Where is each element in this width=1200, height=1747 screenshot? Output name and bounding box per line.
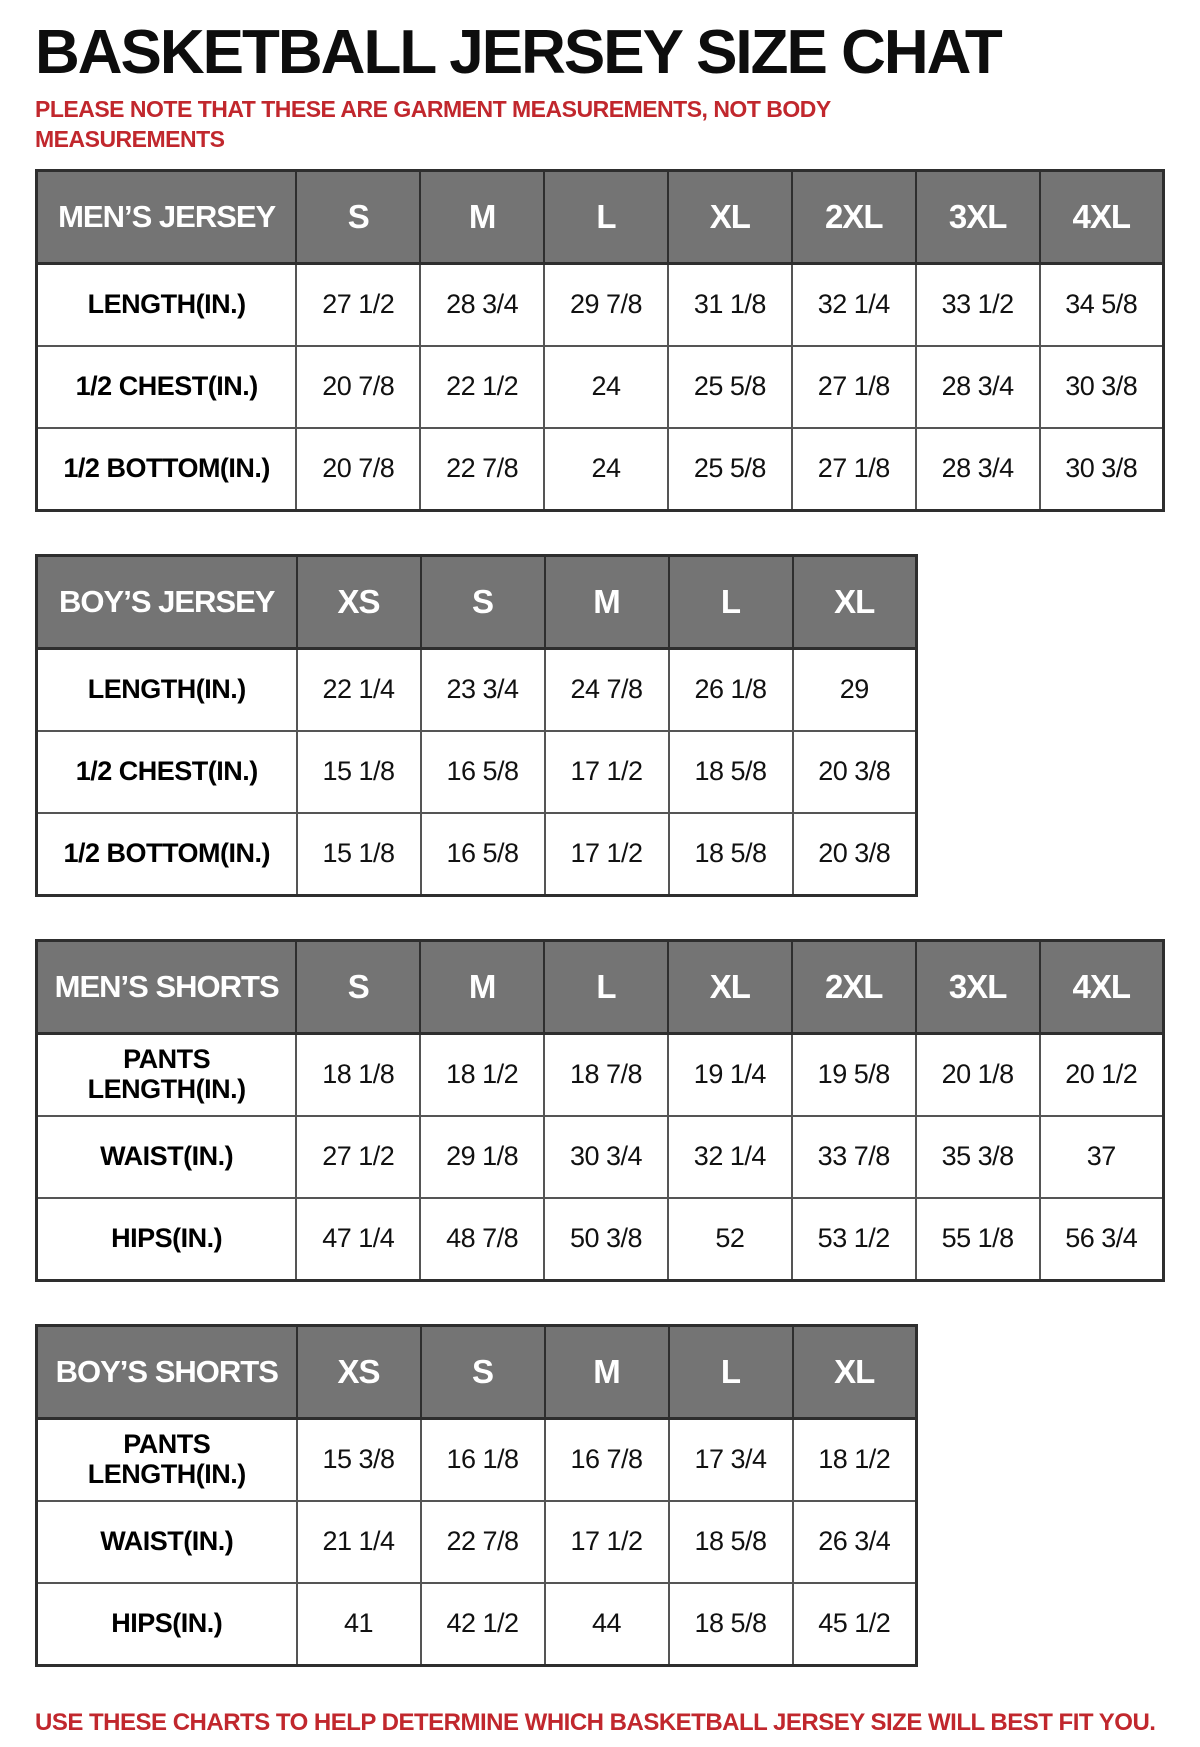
table-row — [37, 813, 917, 896]
boys-jersey-title-cell: BOY’S JERSEY — [37, 555, 297, 648]
value-cell: 34 5/8 — [1040, 263, 1164, 346]
value-cell: 19 5/8 — [792, 1033, 916, 1116]
table-row — [37, 1583, 917, 1666]
value-cell: 16 7/8 — [545, 1418, 669, 1501]
size-header-cell: XL — [668, 170, 792, 263]
value-cell: 56 3/4 — [1040, 1198, 1164, 1281]
size-header-cell: S — [296, 940, 420, 1033]
value-cell: 18 1/8 — [296, 1033, 420, 1116]
table-row — [37, 731, 917, 813]
size-header-cell: 3XL — [916, 940, 1040, 1033]
size-header-cell: XL — [793, 555, 917, 648]
size-header-cell: M — [420, 170, 544, 263]
value-cell: 18 1/2 — [793, 1418, 917, 1501]
size-header-cell: XL — [793, 1325, 917, 1418]
size-header-cell: L — [669, 1325, 793, 1418]
value-cell: 20 3/8 — [793, 731, 917, 813]
value-cell: 30 3/8 — [1040, 346, 1164, 428]
size-header-cell: L — [544, 170, 668, 263]
value-cell: 15 3/8 — [297, 1418, 421, 1501]
table-row — [37, 648, 917, 731]
mens-shorts-table — [35, 939, 1165, 1282]
value-cell: 28 3/4 — [916, 428, 1040, 511]
table-row — [37, 263, 1164, 346]
row-label-cell: PANTS LENGTH(IN.) — [37, 1418, 297, 1501]
value-cell: 15 1/8 — [297, 813, 421, 896]
value-cell: 21 1/4 — [297, 1501, 421, 1583]
row-label-cell: 1/2 BOTTOM(IN.) — [37, 813, 297, 896]
size-header-cell: 2XL — [792, 170, 916, 263]
mens-shorts-title-cell: MEN’S SHORTS — [37, 940, 297, 1033]
row-label-cell: HIPS(IN.) — [37, 1198, 297, 1281]
value-cell: 28 3/4 — [916, 346, 1040, 428]
value-cell: 16 5/8 — [421, 813, 545, 896]
footer-note: USE THESE CHARTS TO HELP DETERMINE WHICH BASKETBALL JERSEY SIZE WILL BEST FIT YOU. — [35, 1708, 1156, 1736]
value-cell: 18 5/8 — [669, 731, 793, 813]
boys-jersey-table — [35, 554, 918, 897]
row-label-cell: 1/2 BOTTOM(IN.) — [37, 428, 297, 511]
value-cell: 22 1/4 — [297, 648, 421, 731]
value-cell: 29 — [793, 648, 917, 731]
note-line-1: PLEASE NOTE THAT THESE ARE GARMENT MEASUREMENTS, NOT BODY — [35, 96, 831, 123]
table-row — [37, 1033, 1164, 1116]
size-header-cell: L — [544, 940, 668, 1033]
value-cell: 18 5/8 — [669, 1501, 793, 1583]
value-cell: 20 1/8 — [916, 1033, 1040, 1116]
size-header-cell: M — [545, 1325, 669, 1418]
size-header-cell: S — [421, 555, 545, 648]
mens-jersey-header-row — [37, 170, 1164, 263]
value-cell: 18 5/8 — [669, 1583, 793, 1666]
value-cell: 26 3/4 — [793, 1501, 917, 1583]
value-cell: 31 1/8 — [668, 263, 792, 346]
boys-shorts-table — [35, 1324, 918, 1667]
value-cell: 27 1/2 — [296, 263, 420, 346]
value-cell: 33 1/2 — [916, 263, 1040, 346]
value-cell: 18 1/2 — [420, 1033, 544, 1116]
value-cell: 45 1/2 — [793, 1583, 917, 1666]
value-cell: 17 3/4 — [669, 1418, 793, 1501]
size-header-cell: 4XL — [1040, 170, 1164, 263]
size-header-cell: XL — [668, 940, 792, 1033]
size-header-cell: M — [420, 940, 544, 1033]
value-cell: 27 1/8 — [792, 346, 916, 428]
value-cell: 37 — [1040, 1116, 1164, 1198]
size-header-cell: 3XL — [916, 170, 1040, 263]
mens-jersey-title-cell: MEN’S JERSEY — [37, 170, 297, 263]
row-label-cell: PANTS LENGTH(IN.) — [37, 1033, 297, 1116]
value-cell: 27 1/8 — [792, 428, 916, 511]
value-cell: 52 — [668, 1198, 792, 1281]
page-title: BASKETBALL JERSEY SIZE CHAT — [35, 18, 1001, 87]
value-cell: 19 1/4 — [668, 1033, 792, 1116]
value-cell: 30 3/4 — [544, 1116, 668, 1198]
value-cell: 22 7/8 — [421, 1501, 545, 1583]
size-header-cell: M — [545, 555, 669, 648]
value-cell: 47 1/4 — [296, 1198, 420, 1281]
row-label-cell: LENGTH(IN.) — [37, 648, 297, 731]
value-cell: 53 1/2 — [792, 1198, 916, 1281]
value-cell: 28 3/4 — [420, 263, 544, 346]
size-header-cell: S — [421, 1325, 545, 1418]
size-header-cell: XS — [297, 1325, 421, 1418]
row-label-cell: LENGTH(IN.) — [37, 263, 297, 346]
value-cell: 17 1/2 — [545, 1501, 669, 1583]
value-cell: 35 3/8 — [916, 1116, 1040, 1198]
value-cell: 24 — [544, 346, 668, 428]
value-cell: 24 — [544, 428, 668, 511]
note-line-2: MEASUREMENTS — [35, 125, 225, 152]
value-cell: 22 7/8 — [420, 428, 544, 511]
table-row — [37, 1116, 1164, 1198]
value-cell: 16 1/8 — [421, 1418, 545, 1501]
size-tables-container — [35, 169, 1165, 1667]
mens-shorts-header-row — [37, 940, 1164, 1033]
value-cell: 17 1/2 — [545, 813, 669, 896]
value-cell: 18 5/8 — [669, 813, 793, 896]
value-cell: 27 1/2 — [296, 1116, 420, 1198]
value-cell: 29 1/8 — [420, 1116, 544, 1198]
table-row — [37, 346, 1164, 428]
value-cell: 32 1/4 — [792, 263, 916, 346]
value-cell: 25 5/8 — [668, 428, 792, 511]
table-row — [37, 1418, 917, 1501]
row-label-cell: 1/2 CHEST(IN.) — [37, 731, 297, 813]
size-header-cell: 4XL — [1040, 940, 1164, 1033]
garment-measurement-note — [35, 95, 1165, 155]
value-cell: 29 7/8 — [544, 263, 668, 346]
value-cell: 26 1/8 — [669, 648, 793, 731]
boys-shorts-title-cell: BOY’S SHORTS — [37, 1325, 297, 1418]
value-cell: 24 7/8 — [545, 648, 669, 731]
row-label-cell: HIPS(IN.) — [37, 1583, 297, 1666]
table-row — [37, 428, 1164, 511]
size-header-cell: S — [296, 170, 420, 263]
value-cell: 18 7/8 — [544, 1033, 668, 1116]
value-cell: 30 3/8 — [1040, 428, 1164, 511]
table-row — [37, 1501, 917, 1583]
value-cell: 48 7/8 — [420, 1198, 544, 1281]
value-cell: 20 3/8 — [793, 813, 917, 896]
value-cell: 55 1/8 — [916, 1198, 1040, 1281]
mens-jersey-table — [35, 169, 1165, 512]
value-cell: 50 3/8 — [544, 1198, 668, 1281]
value-cell: 15 1/8 — [297, 731, 421, 813]
row-label-cell: WAIST(IN.) — [37, 1501, 297, 1583]
value-cell: 33 7/8 — [792, 1116, 916, 1198]
row-label-cell: 1/2 CHEST(IN.) — [37, 346, 297, 428]
value-cell: 20 7/8 — [296, 428, 420, 511]
table-row — [37, 1198, 1164, 1281]
value-cell: 16 5/8 — [421, 731, 545, 813]
row-label-cell: WAIST(IN.) — [37, 1116, 297, 1198]
value-cell: 20 1/2 — [1040, 1033, 1164, 1116]
value-cell: 25 5/8 — [668, 346, 792, 428]
value-cell: 42 1/2 — [421, 1583, 545, 1666]
value-cell: 32 1/4 — [668, 1116, 792, 1198]
size-header-cell: XS — [297, 555, 421, 648]
value-cell: 23 3/4 — [421, 648, 545, 731]
boys-jersey-header-row — [37, 555, 917, 648]
value-cell: 22 1/2 — [420, 346, 544, 428]
value-cell: 44 — [545, 1583, 669, 1666]
boys-shorts-header-row — [37, 1325, 917, 1418]
value-cell: 17 1/2 — [545, 731, 669, 813]
size-header-cell: 2XL — [792, 940, 916, 1033]
size-header-cell: L — [669, 555, 793, 648]
value-cell: 20 7/8 — [296, 346, 420, 428]
value-cell: 41 — [297, 1583, 421, 1666]
